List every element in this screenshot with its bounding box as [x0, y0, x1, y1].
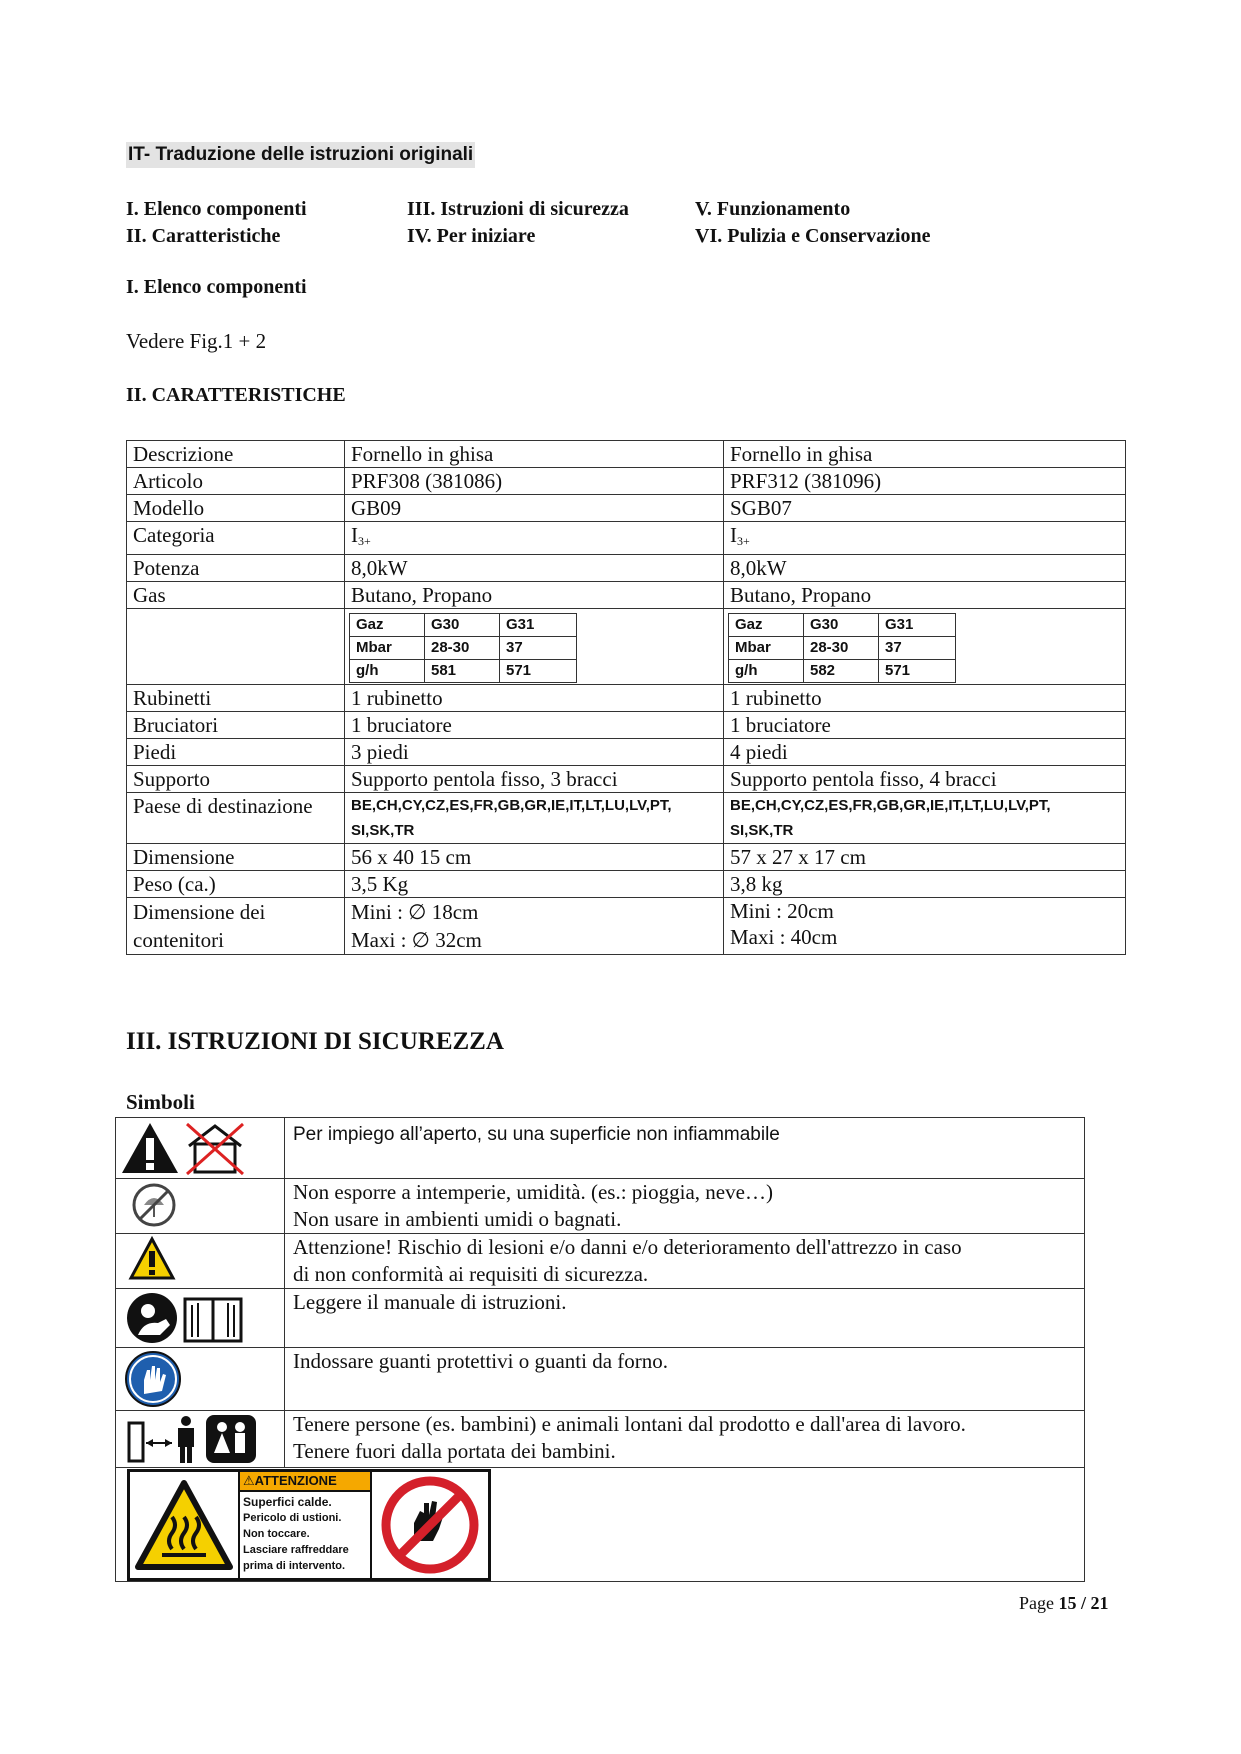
cell-line: Maxi : ∅ 32cm — [351, 928, 482, 952]
table-cell: Fornello in ghisa — [345, 441, 724, 468]
table-cell: Gaz — [729, 614, 804, 637]
label-line: Pericolo di ustioni. — [243, 1512, 342, 1524]
symbol-description — [285, 1179, 1085, 1234]
table-cell — [127, 898, 345, 955]
page-prefix: Page — [1019, 1593, 1054, 1613]
no-indoor-house-icon — [183, 1120, 247, 1176]
country-list: BE,CH,CY,CZ,ES,FR,GB,GR,IE,IT,LT,LU,LV,PT, — [351, 797, 672, 814]
table-cell: 1 bruciatore — [724, 712, 1126, 739]
symbol-description — [285, 1234, 1085, 1289]
table-cell: Gaz — [350, 614, 425, 637]
table-cell: G30 — [804, 614, 879, 637]
table-row — [116, 1179, 1085, 1234]
symbol-description — [285, 1348, 1085, 1411]
table-row — [729, 660, 956, 683]
country-list: SI,SK,TR — [351, 822, 415, 839]
symbol-text: Tenere fuori dalla portata dei bambini. — [293, 1439, 616, 1463]
label-line: Non toccare. — [243, 1528, 310, 1540]
table-cell: Categoria — [127, 522, 345, 555]
table-cell — [345, 609, 724, 685]
symbols-title: Simboli — [126, 1090, 195, 1114]
table-row — [729, 614, 956, 637]
table-cell: 582 — [804, 660, 879, 683]
table-row — [350, 614, 577, 637]
table-cell: G31 — [879, 614, 956, 637]
table-row — [127, 468, 1126, 495]
table-row — [116, 1234, 1085, 1289]
category-value: I — [730, 523, 737, 547]
table-cell: Descrizione — [127, 441, 345, 468]
table-row — [127, 739, 1126, 766]
table-cell: 3,8 kg — [724, 871, 1126, 898]
toc-item[interactable]: III. Istruzioni di sicurezza — [407, 198, 629, 220]
spec-table — [126, 440, 1126, 955]
table-cell: Gas — [127, 582, 345, 609]
table-cell: 28-30 — [804, 637, 879, 660]
page-total: 21 — [1090, 1593, 1109, 1613]
table-cell: Piedi — [127, 739, 345, 766]
table-cell: Butano, Propano — [345, 582, 724, 609]
table-cell: G31 — [500, 614, 577, 637]
symbol-text: Leggere il manuale di istruzioni. — [293, 1290, 567, 1314]
hot-surface-icon — [134, 1477, 234, 1573]
toc-item[interactable]: VI. Pulizia e Conservazione — [695, 225, 931, 247]
table-cell: 571 — [879, 660, 956, 683]
table-cell: GB09 — [345, 495, 724, 522]
toc-item[interactable]: II. Caratteristiche — [126, 225, 281, 247]
symbol-icons — [116, 1179, 285, 1234]
table-row — [127, 522, 1126, 555]
table-cell: Butano, Propano — [724, 582, 1126, 609]
caution-small-icon: ⚠ — [243, 1473, 255, 1488]
label-line: Lasciare raffreddare — [243, 1544, 349, 1556]
table-cell: G30 — [425, 614, 500, 637]
table-row — [127, 712, 1126, 739]
table-cell: Potenza — [127, 555, 345, 582]
gas-table — [349, 613, 577, 683]
table-cell: g/h — [350, 660, 425, 683]
table-cell: Dimensione — [127, 844, 345, 871]
table-cell: Supporto pentola fisso, 3 bracci — [345, 766, 724, 793]
table-cell: 56 x 40 15 cm — [345, 844, 724, 871]
toc-column-2 — [407, 196, 629, 250]
language-header: IT- Traduzione delle istruzioni originali — [126, 142, 475, 168]
table-cell — [724, 609, 1126, 685]
children-icon — [204, 1413, 258, 1465]
toc-item[interactable]: I. Elenco componenti — [126, 198, 307, 220]
symbol-icons — [116, 1234, 285, 1289]
table-row — [350, 660, 577, 683]
table-row — [127, 766, 1126, 793]
keep-distance-icon — [126, 1413, 202, 1465]
table-cell: PRF312 (381096) — [724, 468, 1126, 495]
table-cell: Fornello in ghisa — [724, 441, 1126, 468]
table-row — [127, 495, 1126, 522]
table-cell: 57 x 27 x 17 cm — [724, 844, 1126, 871]
table-cell: Mbar — [729, 637, 804, 660]
table-row — [127, 609, 1126, 685]
label-line: Superfici calde. — [243, 1495, 332, 1509]
table-cell: Supporto pentola fisso, 4 bracci — [724, 766, 1126, 793]
table-row — [116, 1118, 1085, 1179]
symbol-icons — [116, 1118, 285, 1179]
table-cell — [724, 793, 1126, 844]
table-row — [116, 1411, 1085, 1468]
table-row — [116, 1289, 1085, 1348]
row-label: contenitori — [133, 928, 224, 952]
toc-item[interactable]: V. Funzionamento — [695, 198, 851, 220]
symbol-text: Attenzione! Rischio di lesioni e/o danni e/o deterioramento dell'attrezzo in caso — [293, 1235, 962, 1259]
hot-surface-cell — [116, 1468, 1085, 1582]
table-cell: Paese di destinazione — [127, 793, 345, 844]
table-cell — [724, 898, 1126, 955]
table-cell: 3 piedi — [345, 739, 724, 766]
read-manual-icon — [124, 1291, 180, 1345]
table-row — [127, 871, 1126, 898]
table-cell: Peso (ca.) — [127, 871, 345, 898]
no-touch-icon — [380, 1475, 480, 1575]
page-separator: / — [1076, 1593, 1091, 1613]
row-label: Dimensione dei — [133, 900, 266, 924]
table-row — [729, 637, 956, 660]
table-row — [116, 1348, 1085, 1411]
symbol-icons — [116, 1411, 285, 1468]
table-cell: Supporto — [127, 766, 345, 793]
gas-table — [728, 613, 956, 683]
table-cell: g/h — [729, 660, 804, 683]
table-cell: 37 — [500, 637, 577, 660]
category-value: I — [351, 523, 358, 547]
symbol-text: Indossare guanti protettivi o guanti da forno. — [293, 1349, 668, 1373]
table-row — [127, 555, 1126, 582]
table-cell — [127, 609, 345, 685]
table-cell: 37 — [879, 637, 956, 660]
label-line: prima di intervento. — [243, 1560, 346, 1572]
symbol-text: Non usare in ambienti umidi o bagnati. — [293, 1207, 622, 1231]
book-icon — [182, 1291, 244, 1345]
attention-header — [240, 1472, 370, 1492]
symbol-text: di non conformità ai requisiti di sicurezza. — [293, 1262, 649, 1286]
symbol-description — [285, 1118, 1085, 1179]
page-current: 15 — [1058, 1593, 1077, 1613]
toc-item[interactable]: IV. Per iniziare — [407, 225, 536, 247]
caution-icon — [128, 1236, 176, 1282]
table-row — [127, 582, 1126, 609]
table-row — [127, 898, 1126, 955]
table-cell: Mbar — [350, 637, 425, 660]
table-cell: Rubinetti — [127, 685, 345, 712]
table-row — [127, 441, 1126, 468]
section-text: Vedere Fig.1 + 2 — [126, 329, 267, 353]
table-cell — [345, 898, 724, 955]
table-row — [127, 844, 1126, 871]
table-row — [116, 1468, 1085, 1582]
cell-line: Mini : 20cm — [730, 899, 834, 923]
symbols-table — [115, 1117, 1085, 1582]
symbol-icons — [116, 1348, 285, 1411]
table-cell: 571 — [500, 660, 577, 683]
table-cell: 1 rubinetto — [724, 685, 1126, 712]
table-cell: 581 — [425, 660, 500, 683]
table-cell: 8,0kW — [345, 555, 724, 582]
category-subscript: 3+ — [358, 534, 371, 548]
table-cell: 1 bruciatore — [345, 712, 724, 739]
hot-surface-label — [127, 1469, 491, 1581]
table-cell — [345, 793, 724, 844]
table-cell: 4 piedi — [724, 739, 1126, 766]
table-cell: PRF308 (381086) — [345, 468, 724, 495]
cell-line: Mini : ∅ 18cm — [351, 900, 479, 924]
attention-title: ATTENZIONE — [254, 1473, 337, 1488]
table-row — [350, 637, 577, 660]
symbol-description — [285, 1411, 1085, 1468]
section-heading: I. Elenco componenti — [126, 276, 307, 298]
table-row — [127, 685, 1126, 712]
table-cell: 8,0kW — [724, 555, 1126, 582]
section-heading: II. CARATTERISTICHE — [126, 384, 346, 406]
table-row — [127, 793, 1126, 844]
table-cell: 28-30 — [425, 637, 500, 660]
cell-line: Maxi : 40cm — [730, 925, 838, 949]
toc-column-1 — [126, 196, 307, 250]
toc-column-3 — [695, 196, 931, 250]
section-heading: III. ISTRUZIONI DI SICUREZZA — [126, 1028, 504, 1055]
table-cell: 3,5 Kg — [345, 871, 724, 898]
country-list: SI,SK,TR — [730, 822, 794, 839]
symbol-text: Tenere persone (es. bambini) e animali lontani dal prodotto e dall'area di lavoro. — [293, 1412, 966, 1436]
symbol-description — [285, 1289, 1085, 1348]
table-cell: Modello — [127, 495, 345, 522]
no-rain-icon — [130, 1181, 178, 1229]
table-cell: Bruciatori — [127, 712, 345, 739]
category-subscript: 3+ — [737, 534, 750, 548]
symbol-text: Per impiego all’aperto, su una superficie non infiammabile — [293, 1124, 780, 1145]
page-number — [1019, 1593, 1109, 1614]
table-cell — [345, 522, 724, 555]
table-cell: 1 rubinetto — [345, 685, 724, 712]
warning-icon — [119, 1120, 181, 1176]
gloves-icon — [124, 1350, 182, 1408]
country-list: BE,CH,CY,CZ,ES,FR,GB,GR,IE,IT,LT,LU,LV,PT, — [730, 797, 1051, 814]
table-cell: SGB07 — [724, 495, 1126, 522]
table-cell: Articolo — [127, 468, 345, 495]
symbol-icons — [116, 1289, 285, 1348]
symbol-text: Non esporre a intemperie, umidità. (es.: pioggia, neve…) — [293, 1180, 773, 1204]
table-cell — [724, 522, 1126, 555]
